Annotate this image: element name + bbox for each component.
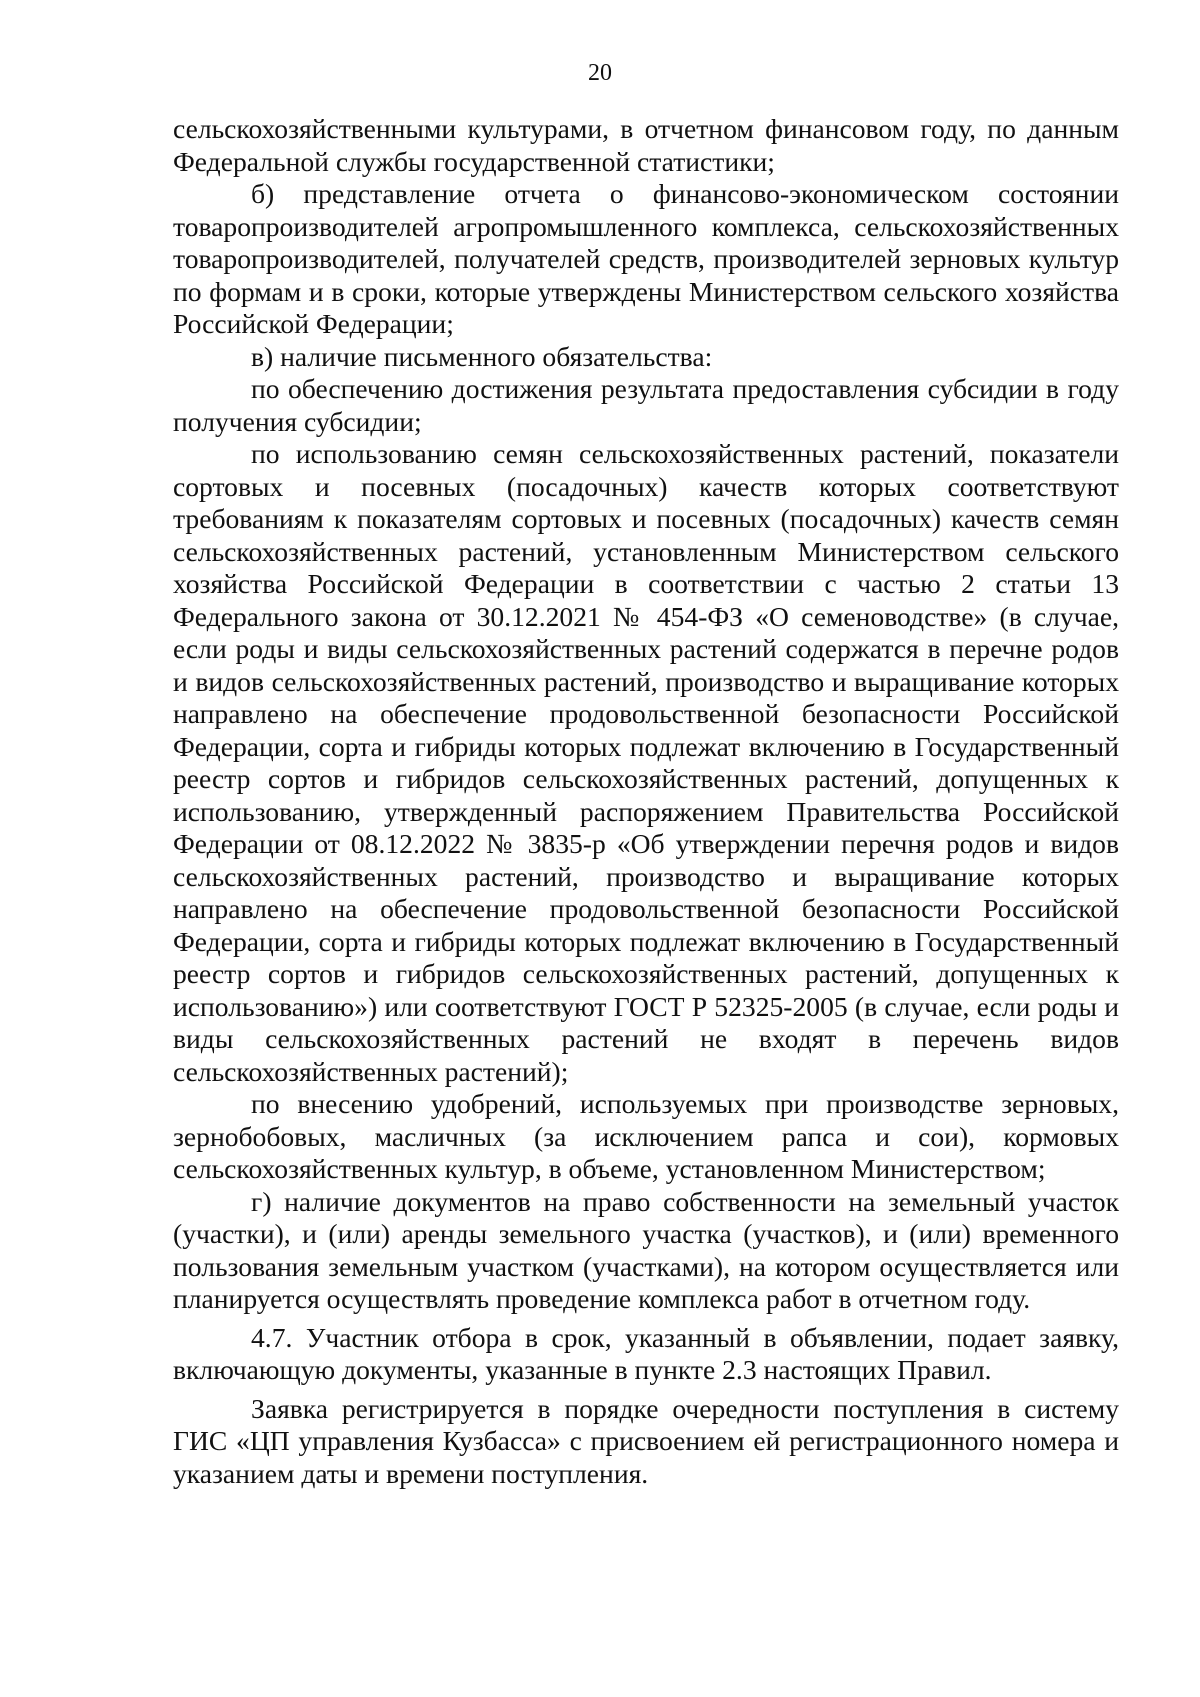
paragraph-land-documents-g: г) наличие документов на право собственности на земельный участок (участки), и (или) аренды земельного участка (участков), и (или) временного пользования земельным участком (участками), на котором осуществляется или планируется осуществлять проведение комплекса работ в отчетном году. (173, 1185, 1119, 1314)
page-number: 20 (588, 60, 612, 86)
document-body (173, 113, 1119, 1490)
paragraph-seeds-usage: по использованию семян сельскохозяйственных растений, показатели сортовых и посевных (посадочных) качеств которых соответствуют требованиям к показателям сортовых и посевных (посадочных) качеств семян сельскохозяйственных растений, установленным Министерством сельского хозяйства Российской Федерации в соответствии с частью 2 статьи 13 Федерального закона от 30.12.2021 № 454-ФЗ «О семеноводстве» (в случае, если роды и виды сельскохозяйственных растений содержатся в перечне родов и видов сельскохозяйственных растений, производство и выращивание которых направлено на обеспечение продовольственной безопасности Российской Федерации, сорта и гибриды которых подлежат включению в Государственный реестр сортов и гибридов сельскохозяйственных растений, допущенных к использованию, утвержденный распоряжением Правительства Российской Федерации от 08.12.2022 № 3835-р «Об утверждении перечня родов и видов сельскохозяйственных растений, производство и выращивание которых направлено на обеспечение продовольственной безопасности Российской Федерации, сорта и гибриды которых подлежат включению в Государственный реестр сортов и гибридов сельскохозяйственных растений, допущенных к использованию») или соответствуют ГОСТ Р 52325-2005 (в случае, если роды и виды сельскохозяйственных растений не входят в перечень видов сельскохозяйственных растений); (173, 438, 1119, 1087)
paragraph-fertilizers: по внесению удобрений, используемых при производстве зерновых, зернобобовых, масличных (за исключением рапса и сои), кормовых сельскохозяйственных культур, в объеме, установленном Министерством; (173, 1088, 1119, 1184)
paragraph-obligation-v: в) наличие письменного обязательства: (251, 340, 713, 372)
paragraph-registration: Заявка регистрируется в порядке очередности поступления в систему ГИС «ЦП управления Кузбасса» с присвоением ей регистрационного номера и указанием даты и времени поступления. (173, 1392, 1119, 1489)
paragraph-result-achievement: по обеспечению достижения результата предоставления субсидии в году получения субсидии; (173, 373, 1119, 437)
paragraph-statistics: сельскохозяйственными культурами, в отчетном финансовом году, по данным Федеральной службы государственной статистики; (173, 113, 1119, 177)
paragraph-report-b: б) представление отчета о финансово-экономическом состоянии товаропроизводителей агропромышленного комплекса, сельскохозяйственных товаропроизводителей, получателей средств, производителей зерновых культур по формам и в сроки, которые утверждены Министерством сельского хозяйства Российской Федерации; (173, 178, 1119, 339)
paragraph-section-4-7: 4.7. Участник отбора в срок, указанный в объявлении, подает заявку, включающую документы, указанные в пункте 2.3 настоящих Правил. (173, 1321, 1119, 1385)
